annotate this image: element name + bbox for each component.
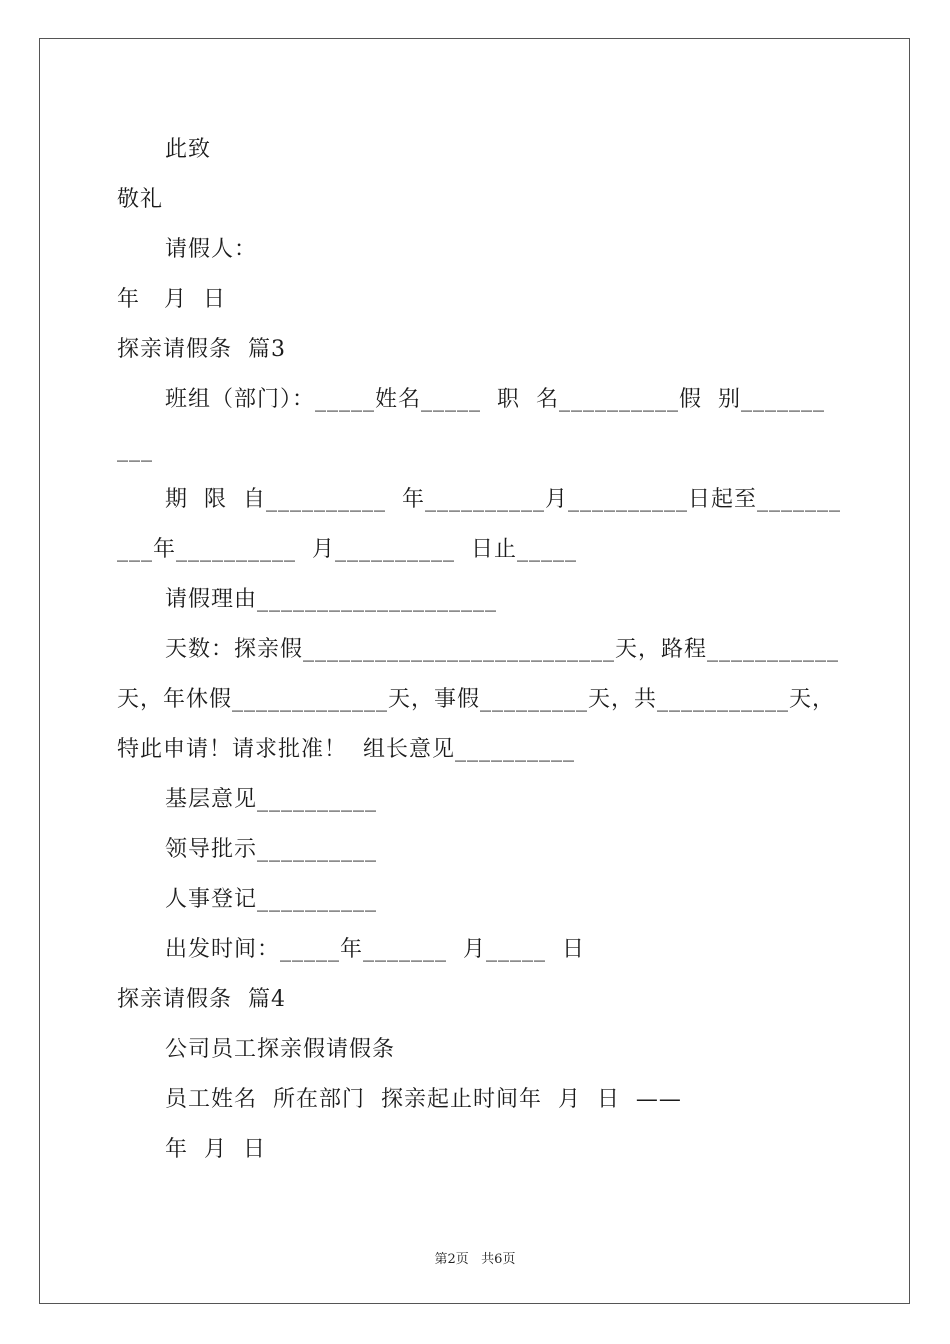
closing-salutation: 此致 [165, 137, 212, 162]
closing-regards: 敬礼 [117, 187, 164, 212]
form-line: 领导批示__________ [165, 837, 378, 862]
section-heading: 探亲请假条 篇4 [117, 987, 286, 1012]
form-line: 天数：探亲假__________________________天，路程___________ [165, 637, 840, 662]
page-footer: 第2页 共6页 [434, 1252, 516, 1267]
form-line: 员工姓名 所在部门 探亲起止时间年 月 日 —— [165, 1087, 682, 1112]
form-line: ___年__________ 月__________ 日止_____ [117, 537, 577, 562]
form-line: 人事登记__________ [165, 887, 378, 912]
form-line: ___ [117, 437, 153, 462]
date-line: 年 月 日 [117, 287, 226, 312]
form-title: 公司员工探亲假请假条 [165, 1037, 396, 1062]
form-line: 期 限 自__________ 年__________月__________日起至_______ [165, 487, 841, 512]
form-line: 天，年休假_____________天，事假_________天，共___________天， [117, 687, 836, 712]
applicant-line: 请假人： [165, 237, 258, 262]
form-line: 出发时间：_____年_______ 月_____ 日 [165, 937, 585, 962]
form-line: 基层意见__________ [165, 787, 378, 812]
form-line: 特此申请！请求批准！ 组长意见__________ [117, 737, 575, 762]
form-line: 年 月 日 [165, 1137, 266, 1162]
form-line: 请假理由____________________ [165, 587, 498, 612]
form-line: 班组（部门）：_____姓名_____ 职 名__________假 别_______ [165, 387, 825, 412]
section-heading: 探亲请假条 篇3 [117, 337, 286, 362]
